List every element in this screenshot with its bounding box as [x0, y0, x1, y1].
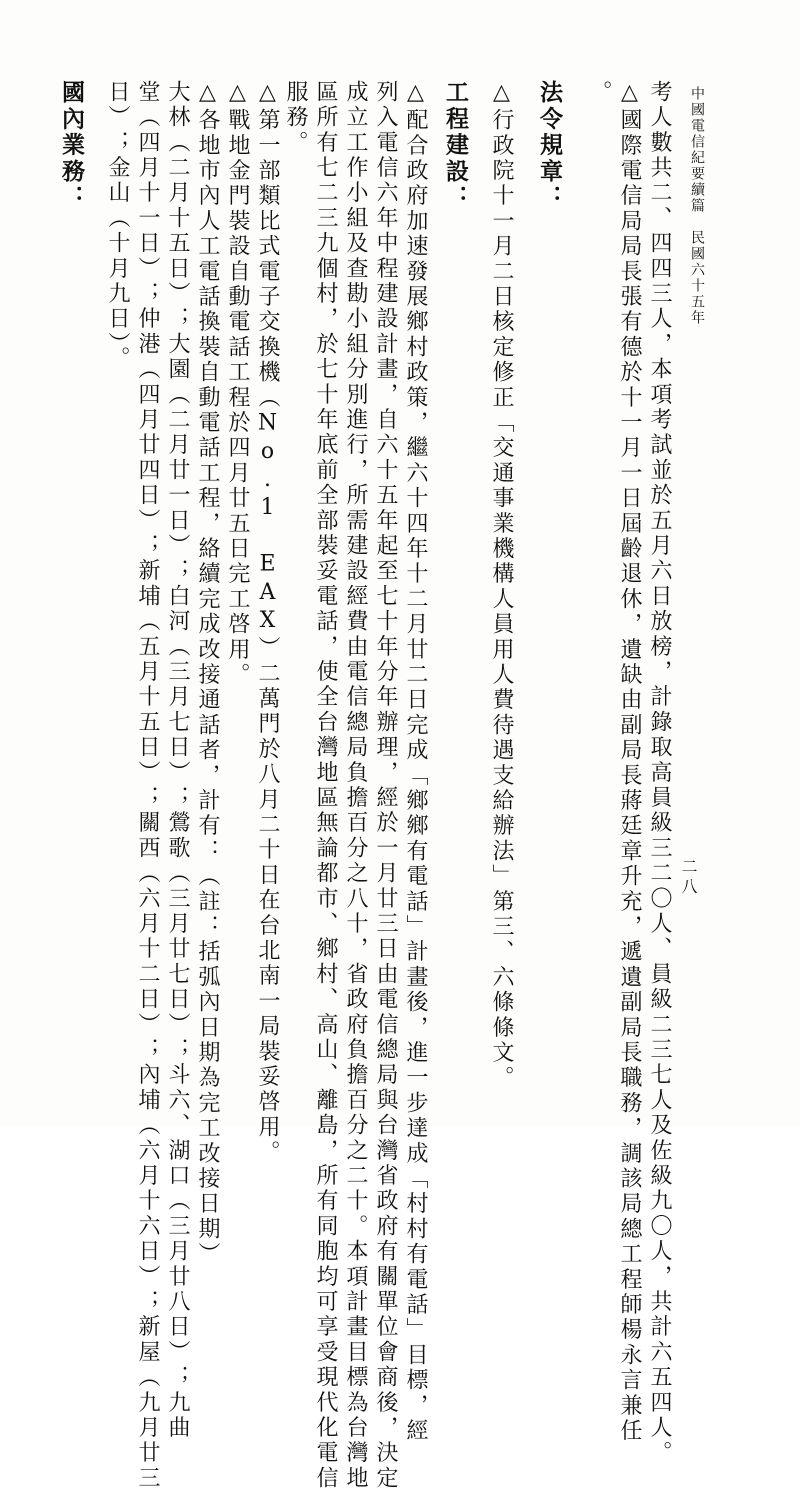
text-column-10: 區所有七二三九個村，於七十年底前全部裝妥電話，使全台灣地區無論都市、鄉村、高山、離島，所有同胞均可享受現代化電信 — [313, 80, 338, 1491]
text-column-16: 堂（四月十一日）；仲港（四月廿四日）；新埔（五月十五日）；關西（六月十二日）；內埔（六月十六日）；新屋（九月廿三 — [135, 80, 160, 1491]
text-column-13: △戰地金門裝設自動電話工程於四月廿五日完工啓用。 — [225, 80, 250, 688]
text-column-11: 服務。 — [283, 80, 308, 156]
page-number: 二八 — [679, 858, 698, 898]
text-column-12: △第一部類比式電子交換機（No.1 EAX）二萬門於八月二十日在台北南一局裝妥啓用。 — [255, 80, 280, 1166]
text-column-8: 列入電信六年中程建設計畫，自六十五年起至七十年分年辦理，經於一月廿三日由電信總局與台灣省政府有關單位會商後，決定 — [373, 80, 398, 1491]
section-heading-domestic: 國內業務： — [58, 80, 85, 211]
text-column-3: 。 — [587, 80, 612, 106]
text-column-17: 日）；金山（十月九日）。 — [105, 80, 130, 372]
running-title: 中國電信紀要續篇 民國六十五年 — [689, 86, 705, 326]
section-heading-regulations: 法令規章： — [536, 80, 563, 211]
text-column-15: 大林（二月十五日）；大園（二月廿一日）；白河（三月七日）；鶯歌（三月廿七日）；斗六、湖口（三月廿八日）；九曲 — [165, 80, 190, 1441]
section-heading-engineering: 工程建設： — [442, 80, 469, 211]
text-column-7: △配合政府加速發展鄉村政策，繼六十四年十二月廿二日完成「鄉鄉有電話」計畫後，進一步達成「村村有電話」目標，經 — [403, 80, 428, 1444]
text-column-1: 考人數共二、四四三人，本項考試並於五月六日放榜，計錄取高員級三二〇人、員級二三七人及佐級九〇人，共計六五四人。 — [647, 80, 672, 1466]
text-column-9: 成立工作小組及查勘小組分別進行，所需建設經費由電信總局負擔百分之八十，省政府負擔百分之二十。本項計畫目標為台灣地 — [343, 80, 368, 1491]
text-column-5: △行政院十一月二日核定修正「交通事業機構人員用人費待遇支給辦法」第三、六條條文。 — [489, 80, 514, 1091]
text-column-14: △各地市內人工電話換裝自動電話工程，絡續完成改接通話者，計有：（註：括弧內日期為完工改接日期） — [195, 80, 220, 1268]
text-column-2: △國際電信局局長張有德於十一月一日屆齡退休，遺缺由副局長蔣廷章升充，遞遺副局長職務，調該局總工程師楊永言兼任 — [617, 80, 642, 1444]
